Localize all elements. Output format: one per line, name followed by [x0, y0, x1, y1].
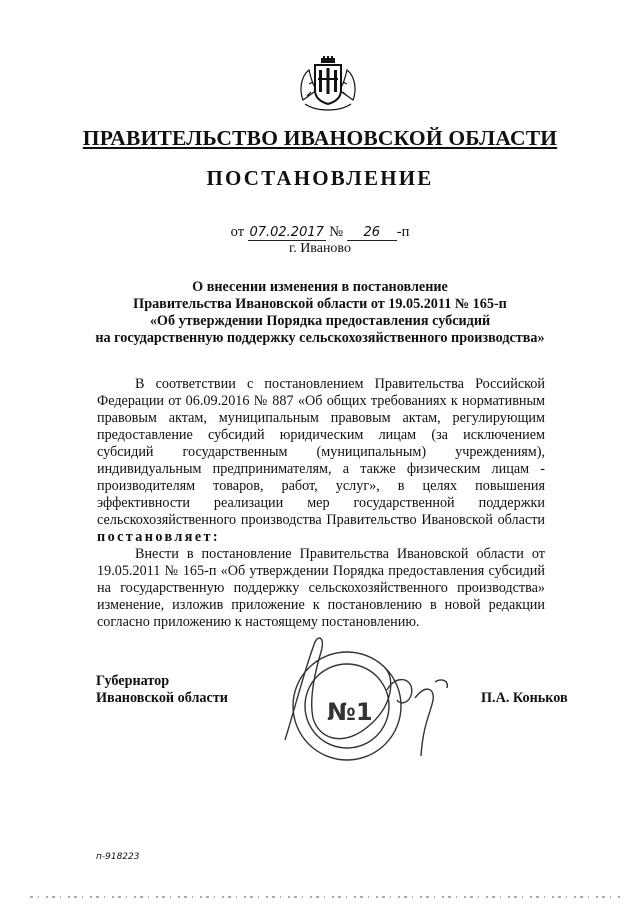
paragraph-1 — [97, 376, 545, 546]
city-line: г. Иваново — [289, 241, 351, 256]
coat-of-arms-icon — [297, 56, 359, 114]
document-heading — [70, 279, 570, 347]
scan-edge-divider — [30, 893, 620, 901]
signatory-title-line: Ивановской области — [96, 690, 228, 706]
number-value: 26 — [347, 225, 397, 241]
paragraph-1-text: В соответствии с постановлением Правительства Российской Федерации от 06.09.2016 № 887 «Об общих требованиях к нормативным правовым актам, муниципальным правовым актам, регулирующим предоставление субсидий юридическим лицам (за исключением субсидий государственным (муниципальным) учреждениям), индивидуальным предпринимателям, а также физическим лицам - производителям товаров, работ, услуг», в целях повышения эффективности реализации мер государственной поддержки сельскохозяйственного производства Правительство Ивановской области — [97, 376, 545, 528]
date-value: 07.02.2017 — [249, 225, 324, 240]
signatory-name: П.А. Коньков — [481, 690, 568, 706]
number-prefix: № — [329, 224, 344, 240]
number-suffix: -п — [396, 224, 410, 240]
date-prefix: от — [230, 224, 245, 240]
official-stamp-and-signature — [275, 628, 475, 768]
document-body — [97, 376, 545, 631]
signatory-title — [96, 673, 228, 707]
paragraph-2: Внести в постановление Правительства Ивановской области от 19.05.2011 № 165-п «Об утверждении Порядка предоставления субсидий на государственную поддержку сельскохозяйственного производства» изменение, изложив приложение к постановлению в новой редакции согласно приложению к настоящему постановлению. — [97, 546, 545, 630]
resolves-word: постановляет: — [97, 529, 221, 545]
government-title: ПРАВИТЕЛЬСТВО ИВАНОВСКОЙ ОБЛАСТИ — [82, 126, 558, 150]
signatory-title-line: Губернатор — [96, 673, 170, 689]
heading-line: О внесении изменения в постановление — [192, 279, 448, 295]
document-code: п-918223 — [96, 852, 140, 862]
date-number-line — [0, 224, 640, 241]
heading-line: «Об утверждении Порядка предоставления субсидий — [149, 313, 491, 329]
heading-line: Правительства Ивановской области от 19.05.2011 № 165-п — [133, 296, 507, 312]
stamp-number: №1 — [327, 698, 373, 726]
heading-line: на государственную поддержку сельскохозяйственного производства» — [95, 330, 545, 346]
document-type: ПОСТАНОВЛЕНИЕ — [206, 166, 434, 190]
